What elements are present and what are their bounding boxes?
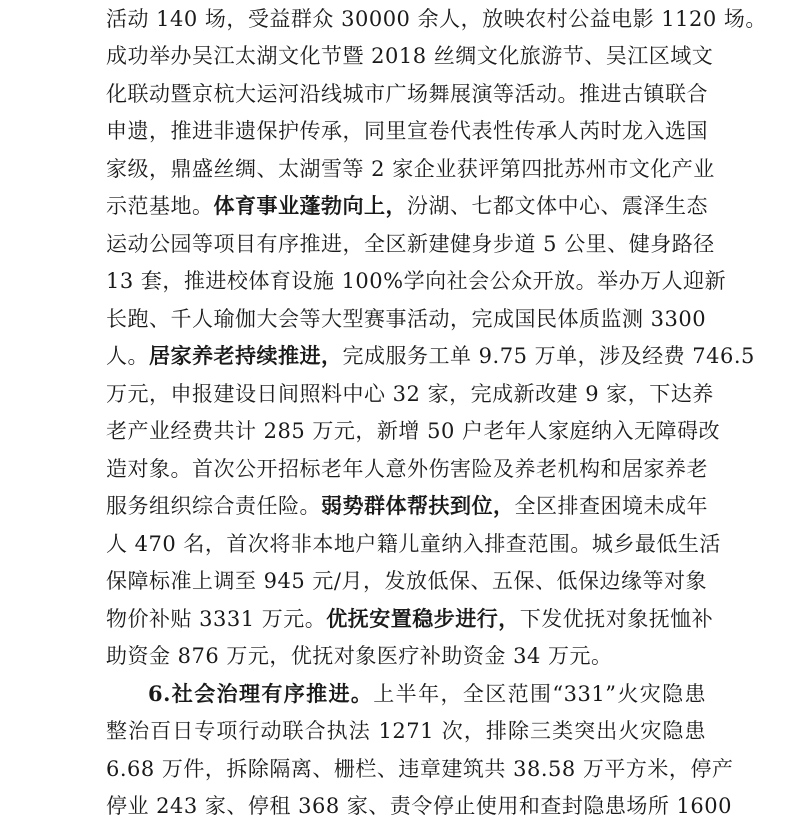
text-segment: 家级，鼎盛丝绸、太湖雪等 2 家企业获评第四批苏州市文化产业: [106, 157, 715, 181]
text-segment: 示范基地。: [106, 194, 214, 218]
text-segment: 助资金 876 万元，优抚对象医疗补助资金 34 万元。: [106, 644, 613, 668]
bold-heading-segment: 弱势群体帮扶到位，: [321, 493, 515, 518]
text-segment: 完成服务工单 9.75 万单，涉及经费 746.5: [342, 344, 755, 368]
text-line: [106, 794, 732, 818]
text-segment: 下发优抚对象抚恤补: [519, 607, 714, 631]
text-line: [106, 532, 721, 556]
text-segment: 成功举办吴江太湖文化节暨 2018 丝绸文化旅游节、吴江区域文: [106, 44, 714, 68]
text-segment: 长跑、千人瑜伽大会等大型赛事活动，完成国民体质监测 3300: [106, 307, 707, 331]
text-segment: 6.68 万件，拆除隔离、栅栏、违章建筑共 38.58 万平方米，停产: [106, 757, 734, 781]
text-segment: 老产业经费共计 285 万元，新增 50 户老年人家庭纳入无障碍改: [106, 419, 721, 443]
text-segment: 申遗，推进非遗保护传承，同里宣卷代表性传承人芮时龙入选国: [106, 119, 708, 143]
text-line: [106, 719, 706, 743]
bold-heading-segment: 居家养老持续推进，: [149, 343, 343, 368]
text-segment: 13 套，推进校体育设施 100%学向社会公众开放。举办万人迎新: [106, 269, 727, 293]
text-segment: 汾湖、七都文体中心、震泽生态: [407, 194, 708, 218]
text-line: [106, 419, 721, 443]
text-segment: 人。: [106, 344, 149, 368]
text-line: [106, 119, 706, 143]
text-segment: 运动公园等项目有序推进，全区新建健身步道 5 公里、健身路径: [106, 232, 715, 256]
text-segment: 保障标准上调至 945 元/月，发放低保、五保、低保边缘等对象: [106, 569, 708, 593]
text-segment: 化联动暨京杭大运河沿线城市广场舞展演等活动。推进古镇联合: [106, 82, 708, 106]
text-line: [106, 644, 613, 668]
text-line: [106, 382, 714, 406]
text-line: [106, 194, 706, 218]
text-segment: 整治百日专项行动联合执法 1271 次，排除三类突出火灾隐患: [106, 719, 706, 743]
text-line: [106, 307, 706, 331]
text-segment: 造对象。首次公开招标老年人意外伤害险及养老机构和居家养老: [106, 457, 708, 481]
text-segment: 停业 243 家、停租 368 家、责令停止使用和查封隐患场所 1600: [106, 794, 732, 818]
text-segment: 全区排查困境未成年: [514, 494, 708, 518]
section-heading-line: [148, 682, 706, 706]
bold-heading-segment: 优抚安置稳步进行，: [326, 606, 520, 631]
text-segment: 人 470 名，首次将非本地户籍儿童纳入排查范围。城乡最低生活: [106, 532, 721, 556]
text-line: [106, 269, 727, 293]
text-line: [106, 44, 714, 68]
text-line: [106, 457, 706, 481]
text-segment: 活动 140 场，受益群众 30000 余人，放映农村公益电影 1120 场。: [106, 7, 767, 31]
text-line: [106, 232, 715, 256]
text-segment: 万元，申报建设日间照料中心 32 家，完成新改建 9 家，下达养: [106, 382, 714, 406]
bold-heading-segment: 体育事业蓬勃向上，: [213, 193, 407, 218]
text-line: [106, 343, 755, 368]
text-segment: 上半年，全区范围“331”火灾隐患: [373, 682, 706, 706]
section-heading: 6.社会治理有序推进。: [148, 681, 374, 706]
text-line: [106, 757, 734, 781]
text-line: [106, 494, 706, 518]
text-segment: 服务组织综合责任险。: [106, 494, 321, 518]
text-line: [106, 7, 767, 31]
text-line: [106, 157, 715, 181]
text-line: [106, 606, 714, 631]
text-line: [106, 569, 706, 593]
text-line: [106, 82, 706, 106]
text-segment: 物价补贴 3331 万元。: [106, 607, 327, 631]
